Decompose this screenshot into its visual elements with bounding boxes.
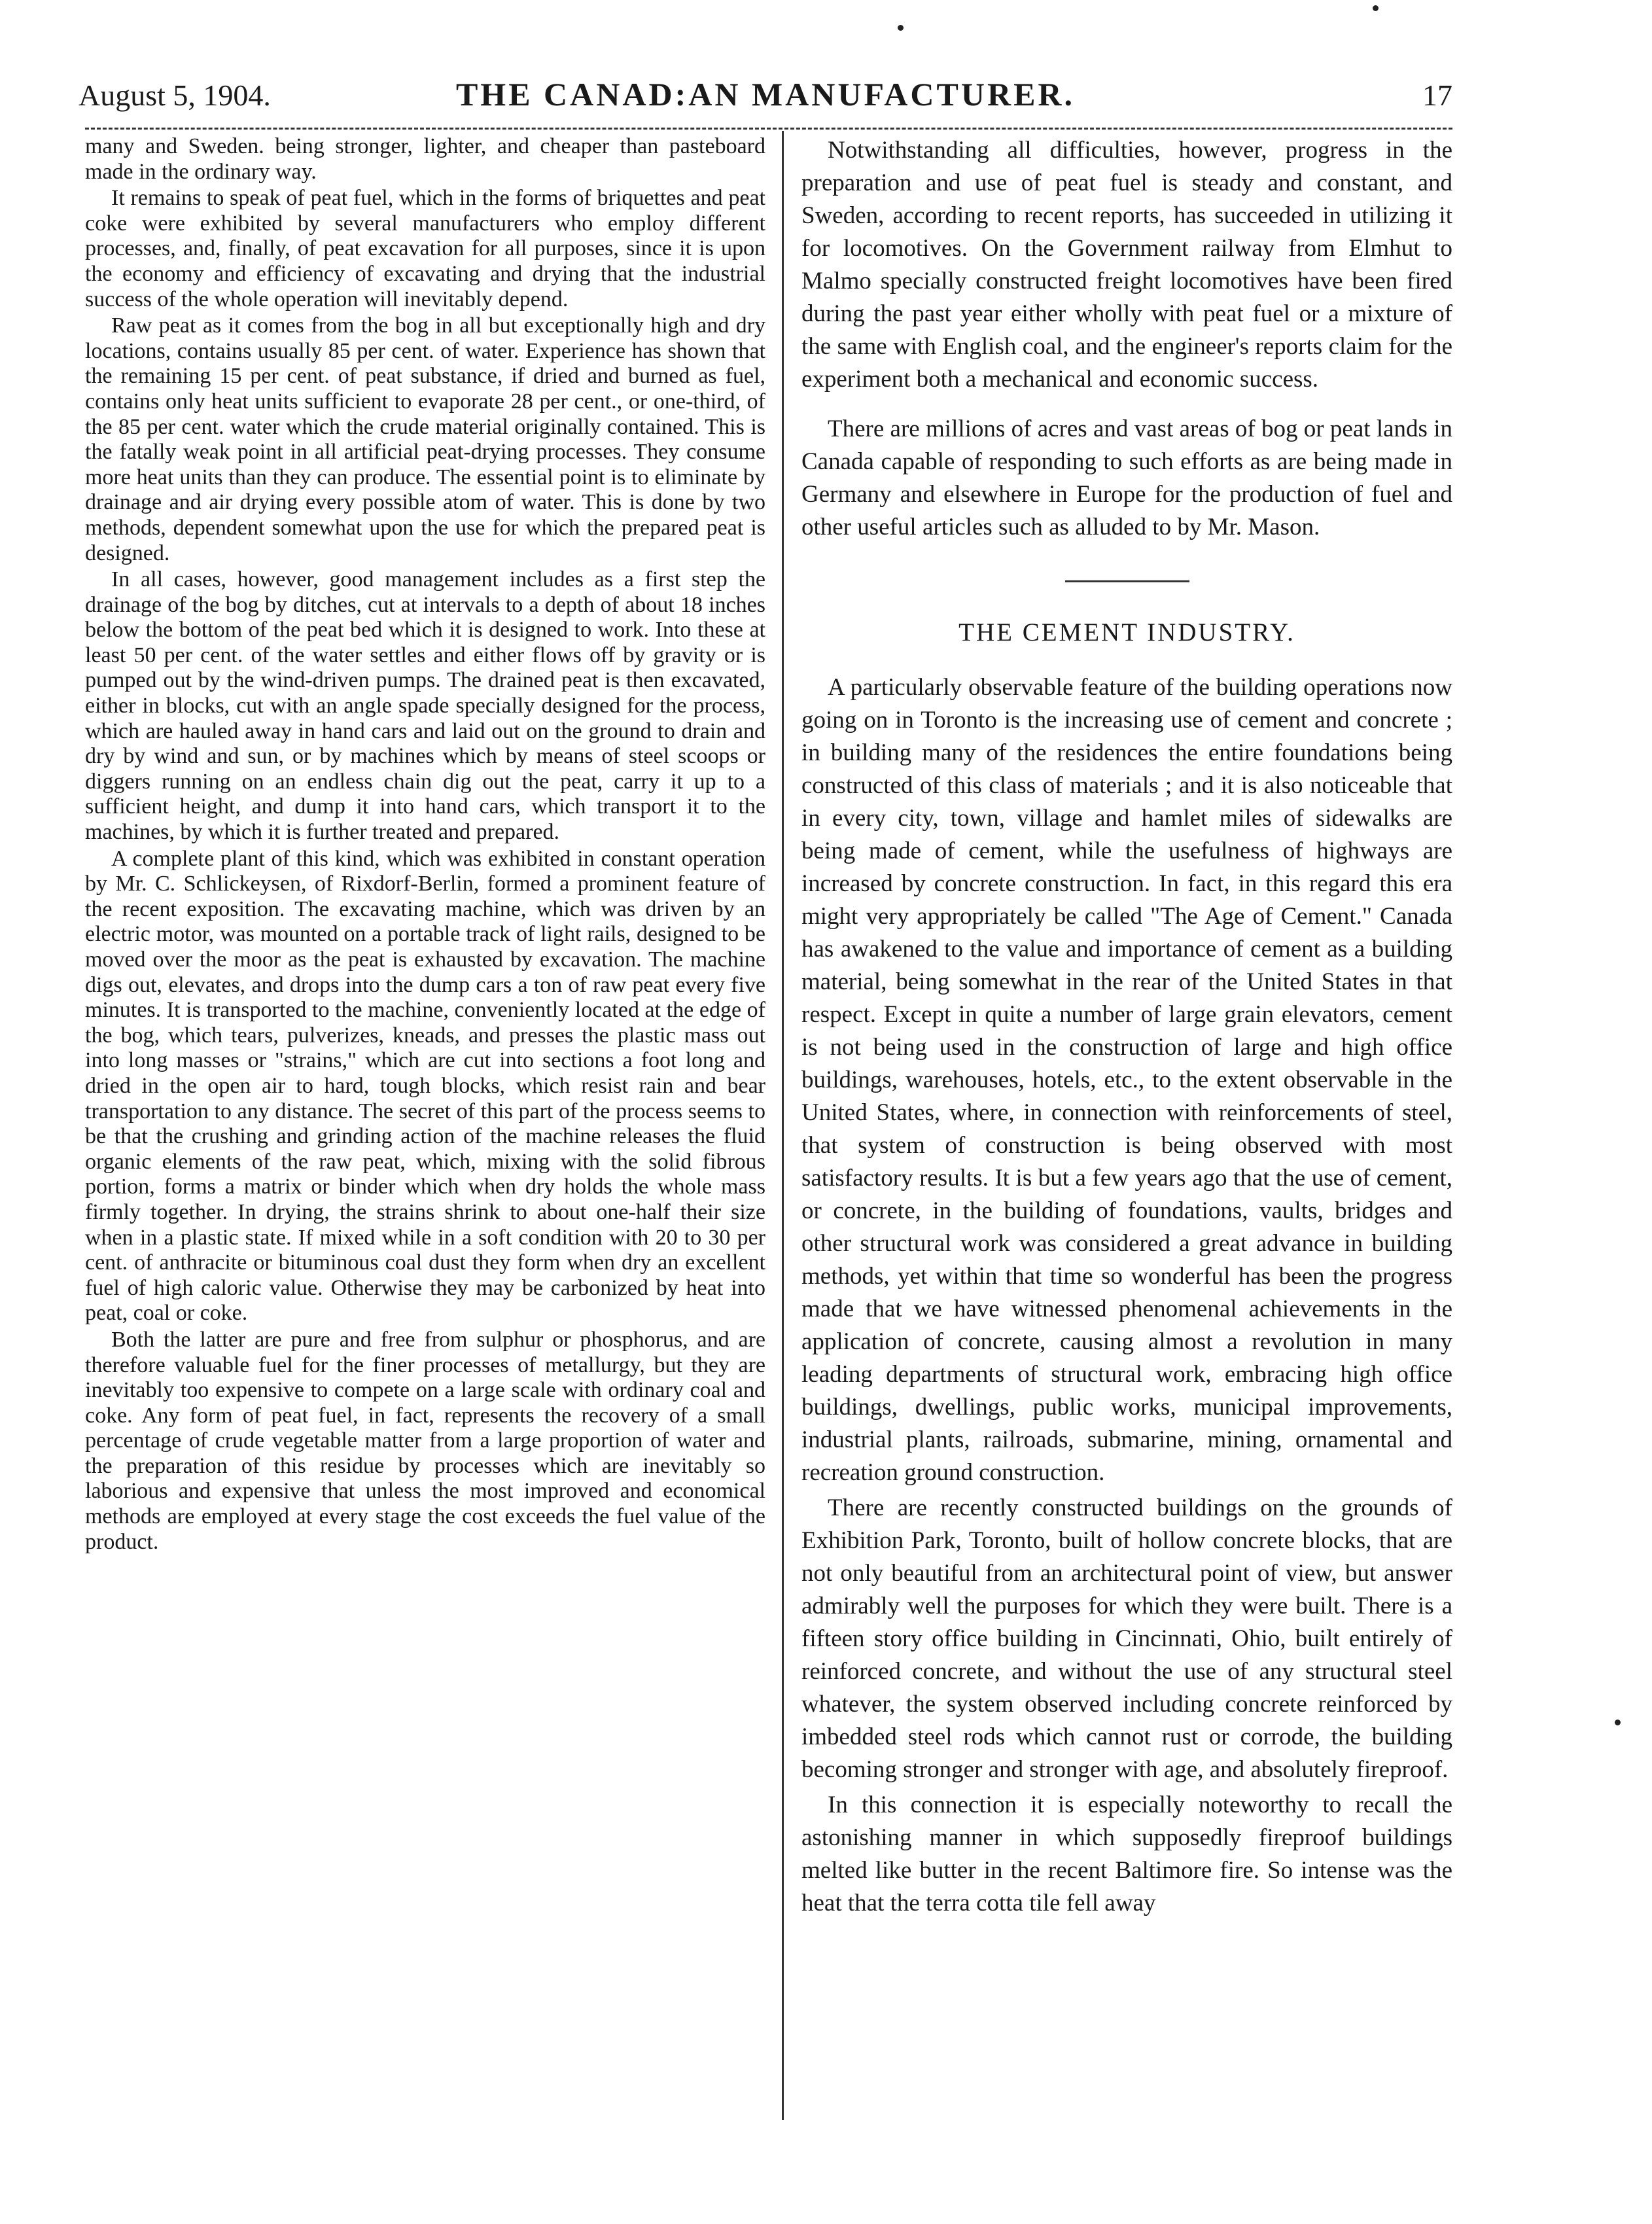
page-number: 17 — [1422, 79, 1452, 112]
column-divider — [782, 131, 784, 2120]
scan-speck — [1373, 5, 1379, 11]
right-column — [801, 134, 1452, 1920]
scan-speck — [898, 25, 904, 31]
section-rule — [1065, 580, 1189, 582]
left-column — [85, 134, 765, 1555]
paragraph: In this connection it is especially noteworthy to recall the astonishing manner in which supposedly fireproof buildings melted like butter in the recent Baltimore fire. So intense was the heat that the terra cotta tile fell away — [801, 1792, 1452, 1916]
paragraph: There are recently constructed buildings on the grounds of Exhibition Park, Toronto, built of hollow concrete blocks, that are not only beautiful from an architectural point of view, but answer admirably well the purposes for which they were built. There is a fifteen story office building in Cincinnati, Ohio, built entirely of reinforced concrete, and without the use of any structural steel whatever, the system observed including concrete reinforced by imbedded steel rods which cannot rust or corrode, the building becoming stronger and stronger with age, and absolutely fireproof. — [801, 1494, 1452, 1783]
paragraph: In all cases, however, good management includes as a first step the drainage of the bog by ditches, cut at intervals to a depth of about 18 inches below the bottom of the peat bed which it is designed to work. Into these at least 50 per cent. of the water settles and either flows off by gravity or is pumped out by the wind-driven pumps. The drained peat is then excavated, either in blocks, cut with an angle spade specially designed for the process, which are hauled away in hand cars and laid out on the ground to drain and dry by wind and sun, or by machines which by means of steel scoops or diggers running on an endless chain dig out the peat, carry it up to a sufficient height, and dump it into hand cars, which transport it to the machines, by which it is further treated and prepared. — [85, 567, 765, 845]
paragraph: Notwithstanding all difficulties, however, progress in the preparation and use of peat fuel is steady and constant, and Sweden, according to recent reports, has succeeded in utilizing it for locomotives. On the Government railway from Elmhut to Malmo specially constructed freight locomotives have been fired during the past year either wholly with peat fuel or a mixture of the same with English coal, and the engineer's reports claim for the experiment both a mechanical and economic success. — [801, 137, 1452, 393]
masthead-title: THE CANAD:AN MANUFACTURER. — [455, 76, 1076, 113]
issue-date: August 5, 1904. — [79, 79, 271, 112]
paragraph: Both the latter are pure and free from sulphur or phosphorus, and are therefore valuable fuel for the finer processes of metallurgy, but they are inevitably too expensive to compete on a large scale with ordinary coal and coke. Any form of peat fuel, in fact, represents the recovery of a small percentage of crude vegetable matter from a large proportion of water and the preparation of this residue by processes which are inevitably so laborious and expensive that unless the most improved and economical methods are employed at every stage the cost exceeds the fuel value of the product. — [85, 1327, 765, 1554]
paragraph: A particularly observable feature of the building operations now going on in Toronto is the increasing use of cement and concrete ; in building many of the residences the entire foundations being constructed of this class of materials ; and it is also noticeable that in every city, town, village and hamlet miles of sidewalks are being made of cement, while the usefulness of highways are increased by concrete construction. In fact, in this regard this era might very appropriately be called "The Age of Cement." Canada has awakened to the value and importance of cement as a building material, being somewhat in the rear of the United States in that respect. Except in quite a number of large grain elevators, cement is not being used in the construction of large and high office buildings, warehouses, hotels, etc., to the extent observable in the United States, where, in connection with reinforcements of steel, that system of construction is being observed with most satisfactory results. It is but a few years ago that the use of cement, or concrete, in the building of foundations, vaults, bridges and other structural work was considered a great advance in building methods, yet within that time so wonderful has been the progress made that we have witnessed phenomenal achievements in the application of concrete, causing almost a revolution in many leading departments of structural work, embracing high office buildings, dwellings, public works, municipal improvements, industrial plants, railroads, submarine, mining, ornamental and recreation ground construction. — [801, 674, 1452, 1486]
page-header — [79, 75, 1452, 128]
scan-speck — [1615, 1720, 1621, 1725]
paragraph: Raw peat as it comes from the bog in all but exceptionally high and dry locations, contains usually 85 per cent. of water. Experience has shown that the remaining 15 per cent. of peat substance, if dried and burned as fuel, contains only heat units sufficient to evaporate 28 per cent., or one-third, of the 85 per cent. water which the crude material originally contained. This is the fatally weak point in all artificial peat-drying processes. They consume more heat units than they can produce. The essential point is to eliminate by drainage and air drying every possible atom of water. This is done by two methods, dependent somewhat upon the use for which the prepared peat is designed. — [85, 313, 765, 565]
section-heading: THE CEMENT INDUSTRY. — [958, 618, 1295, 646]
header-rule — [85, 128, 1452, 130]
paragraph: It remains to speak of peat fuel, which in the forms of briquettes and peat coke were exhibited by several manufacturers who employ different processes, and, finally, of peat excavation for all purposes, since it is upon the economy and efficiency of excavating and drying that the industrial success of the whole operation will inevitably depend. — [85, 186, 765, 311]
paragraph: A complete plant of this kind, which was exhibited in constant operation by Mr. C. Schlickeysen, of Rixdorf-Berlin, formed a prominent feature of the recent exposition. The excavating machine, which was driven by an electric motor, was mounted on a portable track of light rails, designed to be moved over the moor as the peat is exhausted by excavation. The machine digs out, elevates, and drops into the dump cars a ton of raw peat every five minutes. It is transported to the machine, conveniently located at the edge of the bog, which tears, pulverizes, kneads, and presses the plastic mass out into long masses or "strains," which are cut into sections a foot long and dried in the open air to hard, tough blocks, which resist rain and bear transportation to any distance. The secret of this part of the process seems to be that the crushing and grinding action of the machine releases the fluid organic elements of the raw peat, which, mixing with the solid fibrous portion, forms a matrix or binder which when dry holds the whole mass firmly together. In drying, the strains shrink to about one-half their size when in a plastic state. If mixed while in a soft condition with 20 to 30 per cent. of anthracite or bituminous coal dust they form when dry an excellent fuel of high caloric value. Otherwise they may be carbonized by heat into peat, coal or coke. — [85, 846, 765, 1326]
paragraph: There are millions of acres and vast areas of bog or peat lands in Canada capable of responding to such efforts as are being made in Germany and elsewhere in Europe for the production of fuel and other useful articles such as alluded to by Mr. Mason. — [801, 415, 1452, 540]
paragraph: many and Sweden. being stronger, lighter, and cheaper than pasteboard made in the ordinary way. — [85, 134, 765, 184]
